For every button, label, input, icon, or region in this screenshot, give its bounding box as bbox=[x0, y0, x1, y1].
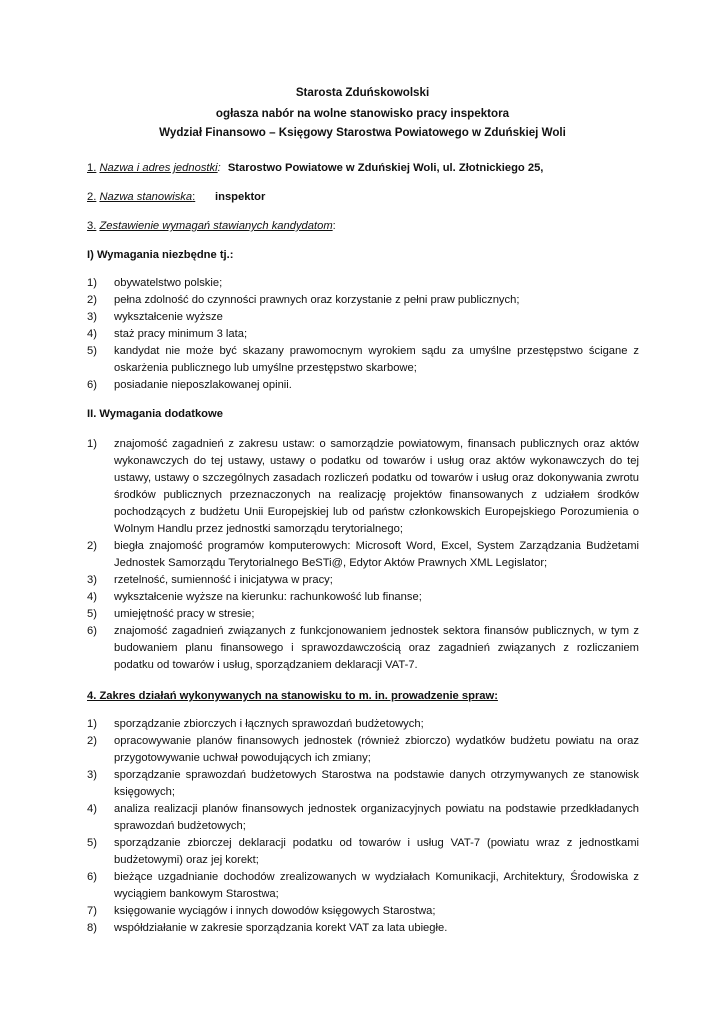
section4-item bbox=[87, 920, 639, 937]
section2-item bbox=[87, 538, 639, 572]
item-3-row bbox=[87, 218, 336, 235]
section2-item bbox=[87, 623, 639, 674]
section4-item bbox=[87, 835, 639, 869]
list-text: współdziałanie w zakresie sporządzania korekt VAT za lata ubiegłe. bbox=[114, 922, 448, 934]
section2-item bbox=[87, 572, 639, 589]
list-text: posiadanie nieposzlakowanej opinii. bbox=[114, 379, 292, 391]
item-1-label: Nazwa i adres jednostki bbox=[99, 162, 218, 174]
header-line-3: Wydział Finansowo – Księgowy Starostwa Powiatowego w Zduńskiej Woli bbox=[159, 126, 566, 139]
section4-item bbox=[87, 716, 639, 733]
list-text: księgowanie wyciągów i innych dowodów księgowych Starostwa; bbox=[114, 905, 436, 917]
list-text: kandydat nie może być skazany prawomocnym wyrokiem sądu za umyślne przestępstwo ścigane z oskarżenia publicznego lub umyślne przestępstwo skarbowe; bbox=[114, 345, 639, 374]
list-number: 3) bbox=[87, 769, 97, 781]
section1-item bbox=[87, 326, 639, 343]
section-1-title: I) Wymagania niezbędne tj.: bbox=[87, 249, 234, 261]
list-number: 5) bbox=[87, 837, 97, 849]
section1-item bbox=[87, 377, 639, 394]
list-text: umiejętność pracy w stresie; bbox=[114, 608, 255, 620]
list-text: opracowywanie planów finansowych jednostek (również zbiorczo) wydatków budżetu powiatu na oraz przygotowywanie uchwał powodujących ich zmiany; bbox=[114, 735, 639, 764]
item-3-label: Zestawienie wymagań stawianych kandydatom bbox=[99, 220, 333, 232]
list-text: wykształcenie wyższe bbox=[114, 311, 223, 323]
list-text: staż pracy minimum 3 lata; bbox=[114, 328, 248, 340]
list-number: 2) bbox=[87, 540, 97, 552]
item-3-colon: : bbox=[332, 220, 336, 232]
list-number: 7) bbox=[87, 905, 97, 917]
list-text: znajomość zagadnień z zakresu ustaw: o samorządzie powiatowym, finansach publicznych oraz aktów wykonawczych do tej ustawy, ustawy o podatku od towarów i usług oraz aktów wykonawczych do tej ustawy, ustawy o szczególnych zasadach rozliczeń podatku od towarów i usług oraz dokonywania zwrotu środków publicznych przeznaczonych na realizację projektów finansowanych z udziałem środków pochodzących z budżetu Unii Europejskiej lub od państw członkowskich Europejskiego Porozumienia o Wolnym Handlu przez jednostki samorządu terytorialnego; bbox=[114, 438, 639, 535]
list-number: 8) bbox=[87, 922, 97, 934]
list-number: 2) bbox=[87, 294, 97, 306]
item-1-colon: : bbox=[217, 162, 221, 174]
item-2-row bbox=[87, 189, 266, 206]
section1-item bbox=[87, 292, 639, 309]
header-line-1: Starosta Zduńskowolski bbox=[295, 86, 430, 99]
section-4-list bbox=[87, 716, 639, 937]
section2-item bbox=[87, 589, 639, 606]
header-line-2: ogłasza nabór na wolne stanowisko pracy inspektora bbox=[215, 107, 510, 120]
item-1-value: Starostwo Powiatowe w Zduńskiej Woli, ul. Złotnickiego 25, bbox=[227, 162, 544, 174]
section4-item bbox=[87, 733, 639, 767]
list-text: wykształcenie wyższe na kierunku: rachunkowość lub finanse; bbox=[114, 591, 422, 603]
item-3-number: 3. bbox=[87, 220, 97, 232]
list-text: analiza realizacji planów finansowych jednostek organizacyjnych powiatu na podstawie przedkładanych sprawozdań budżetowych; bbox=[114, 803, 639, 832]
list-number: 4) bbox=[87, 328, 97, 340]
item-1-number: 1. bbox=[87, 162, 97, 174]
list-text: rzetelność, sumienność i inicjatywa w pracy; bbox=[114, 574, 333, 586]
list-number: 1) bbox=[87, 277, 97, 289]
list-text: obywatelstwo polskie; bbox=[114, 277, 223, 289]
item-2-value: inspektor bbox=[215, 191, 266, 203]
list-text: sporządzanie zbiorczej deklaracji podatku od towarów i usług VAT-7 (powiatu wraz z jednostkami budżetowymi) oraz jej korekt; bbox=[114, 837, 639, 866]
list-number: 6) bbox=[87, 625, 97, 637]
item-1-row bbox=[87, 160, 543, 177]
section2-item bbox=[87, 606, 639, 623]
list-number: 5) bbox=[87, 345, 97, 357]
section2-item bbox=[87, 436, 639, 538]
list-number: 6) bbox=[87, 379, 97, 391]
section4-item bbox=[87, 869, 639, 903]
item-2-colon: : bbox=[192, 191, 196, 203]
list-number: 2) bbox=[87, 735, 97, 747]
section-1-list bbox=[87, 275, 639, 394]
section-2-title: II. Wymagania dodatkowe bbox=[87, 408, 223, 420]
list-number: 3) bbox=[87, 574, 97, 586]
list-number: 4) bbox=[87, 803, 97, 815]
list-number: 4) bbox=[87, 591, 97, 603]
section-4-title: 4. Zakres działań wykonywanych na stanowisku to m. in. prowadzenie spraw: bbox=[87, 690, 498, 702]
list-number: 5) bbox=[87, 608, 97, 620]
list-text: sporządzanie zbiorczych i łącznych sprawozdań budżetowych; bbox=[114, 718, 424, 730]
section4-item bbox=[87, 767, 639, 801]
list-number: 1) bbox=[87, 718, 97, 730]
section-2-list bbox=[87, 436, 639, 674]
section1-item bbox=[87, 309, 639, 326]
item-2-label: Nazwa stanowiska bbox=[99, 191, 193, 203]
list-text: pełna zdolność do czynności prawnych oraz korzystanie z pełni praw publicznych; bbox=[114, 294, 520, 306]
item-2-number: 2. bbox=[87, 191, 97, 203]
list-text: bieżące uzgadnianie dochodów zrealizowanych w wydziałach Komunikacji, Architektury, Środowiska z wyciągiem bankowym Starostwa; bbox=[114, 871, 639, 900]
list-number: 6) bbox=[87, 871, 97, 883]
list-number: 1) bbox=[87, 438, 97, 450]
section1-item bbox=[87, 343, 639, 377]
list-number: 3) bbox=[87, 311, 97, 323]
list-text: biegła znajomość programów komputerowych: Microsoft Word, Excel, System Zarządzania Budżetami Jednostek Samorządu Terytorialnego BeSTi@, Edytor Aktów Prawnych XML Legislator; bbox=[114, 540, 639, 569]
section4-item bbox=[87, 903, 639, 920]
section4-item bbox=[87, 801, 639, 835]
list-text: sporządzanie sprawozdań budżetowych Starostwa na podstawie danych otrzymywanych ze stanowisk księgowych; bbox=[114, 769, 639, 798]
list-text: znajomość zagadnień związanych z funkcjonowaniem jednostek sektora finansów publicznych, w tym z budowaniem planu finansowego i sprawozdawczością oraz zagadnień związanych z rozliczaniem podatku od towarów i usług, sporządzaniem deklaracji VAT-7. bbox=[114, 625, 639, 671]
section1-item bbox=[87, 275, 639, 292]
